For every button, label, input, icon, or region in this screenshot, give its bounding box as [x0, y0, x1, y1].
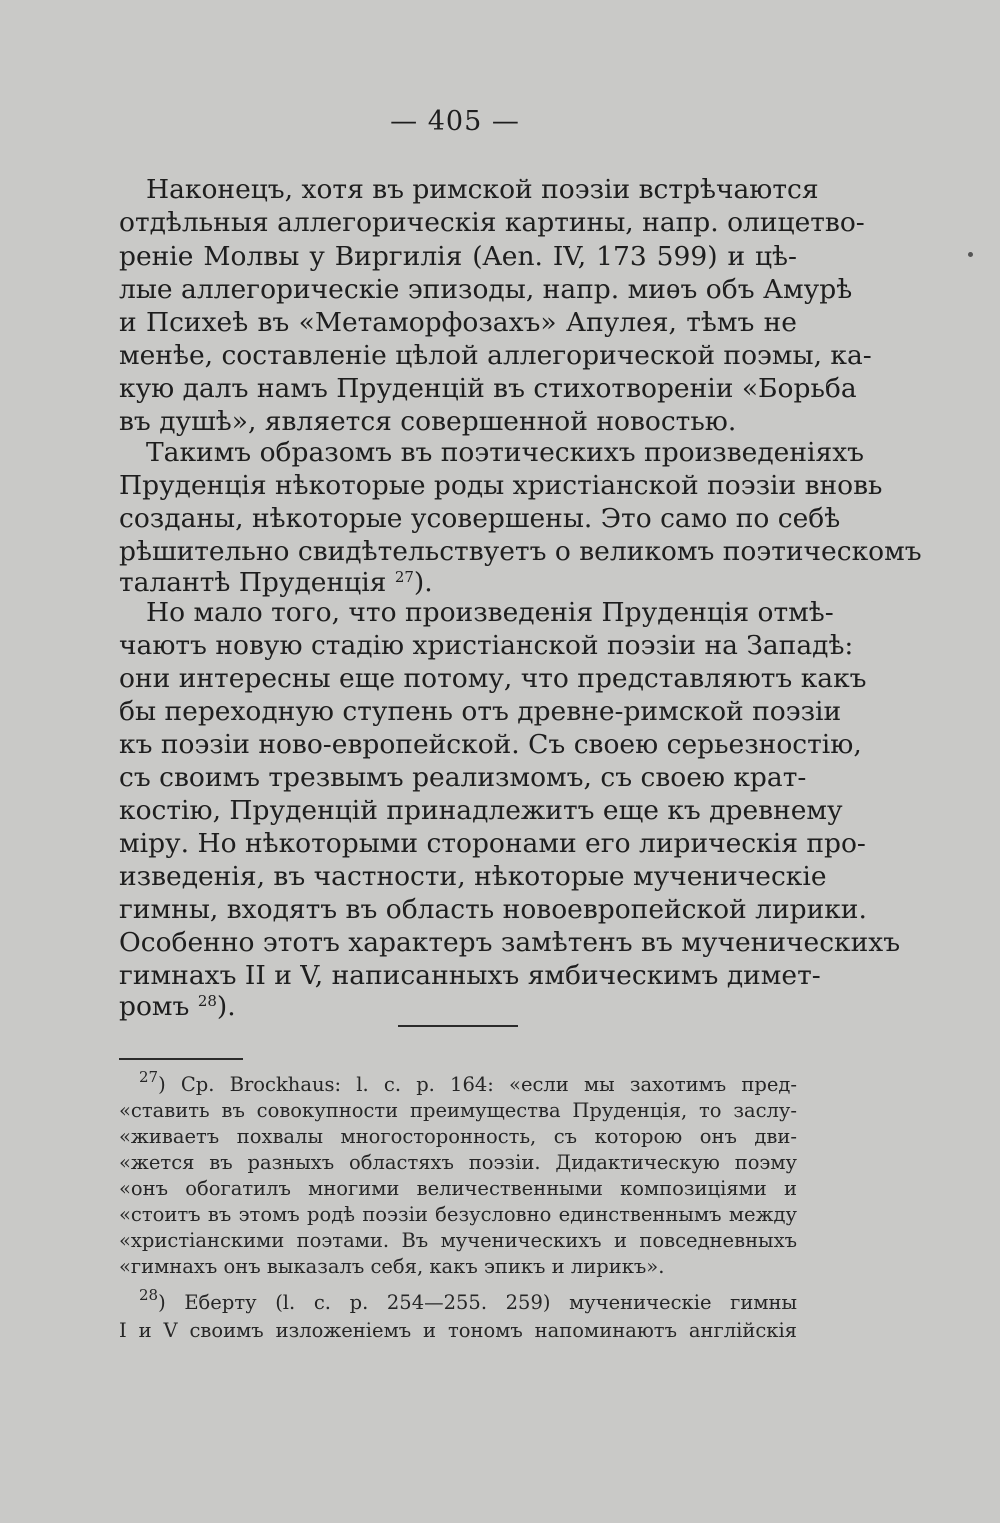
footnote-line	[119, 1286, 797, 1315]
footnote-text: ) Ср. Brockhaus: l. c. p. 164: «если мы захотимъ пред-	[158, 1073, 797, 1096]
body-line: реніе Молвы у Виргилія (Aen. IV, 173 599) и цѣ-	[119, 241, 797, 272]
footnote-line: «онъ обогатилъ многими величественными композиціями и	[119, 1177, 797, 1200]
body-line	[119, 567, 797, 599]
body-line: они интересны еще потому, что представляютъ какъ	[119, 663, 867, 694]
body-line: гимнахъ II и V, написанныхъ ямбическимъ димет-	[119, 960, 821, 991]
body-line-text: талантѣ Пруденція	[119, 567, 395, 598]
body-line: міру. Но нѣкоторыми сторонами его лирическія про-	[119, 828, 866, 859]
ink-speck	[968, 252, 973, 257]
body-line: Наконецъ, хотя въ римской поэзіи встрѣчаются	[146, 174, 819, 205]
body-line-text: ромъ	[119, 991, 198, 1022]
body-line: бы переходную ступень отъ древне-римской поэзіи	[119, 696, 842, 727]
footnote-ref-28: 28	[197, 992, 217, 1010]
body-line: Пруденція нѣкоторые роды христіанской поэзіи вновь	[119, 470, 883, 501]
ref-tail: ).	[413, 567, 433, 598]
ref-tail: ).	[216, 991, 236, 1022]
body-line: Особенно этотъ характеръ замѣтенъ въ мученическихъ	[119, 927, 901, 958]
footnote-line	[119, 1068, 797, 1097]
body-line: чаютъ новую стадію христіанской поэзіи на Западѣ:	[119, 630, 854, 661]
body-line: созданы, нѣкоторые усовершены. Это само по себѣ	[119, 503, 841, 534]
body-line: въ душѣ», является совершенной новостью.	[119, 406, 737, 437]
footnote-marker-28: 28	[139, 1286, 159, 1304]
footnote-line: «христіанскими поэтами. Въ мученическихъ и повседневныхъ	[119, 1229, 797, 1252]
footnote-line: «ставить въ совокупности преимущества Пруденція, то заслу-	[119, 1099, 797, 1122]
body-line: къ поэзіи ново-европейской. Съ своею серьезностію,	[119, 729, 862, 760]
body-line: изведенія, въ частности, нѣкоторые мученическіе	[119, 861, 827, 892]
footnote-line: «стоитъ въ этомъ родѣ поэзіи безусловно единственнымъ между	[119, 1203, 797, 1226]
footnote-marker-27: 27	[139, 1068, 159, 1086]
body-line: съ своимъ трезвымъ реализмомъ, съ своею крат-	[119, 762, 807, 793]
footnote-line: «жется въ разныхъ областяхъ поэзіи. Дидактическую поэму	[119, 1151, 797, 1174]
body-line: гимны, входятъ въ область новоевропейской лирики.	[119, 894, 867, 925]
body-line: отдѣльныя аллегорическія картины, напр. олицетво-	[119, 207, 865, 238]
footnote-line: I и V своимъ изложеніемъ и тономъ напоминаютъ англійскія	[119, 1319, 797, 1342]
footnote-line: «живаетъ похвалы многосторонность, съ которою онъ дви-	[119, 1125, 797, 1148]
body-line	[119, 991, 797, 1023]
page-number: — 405 —	[390, 106, 520, 137]
footnote-separator	[119, 1058, 243, 1060]
body-line: и Психеѣ въ «Метаморфозахъ» Апулея, тѣмъ не	[119, 307, 797, 338]
section-rule	[398, 1025, 518, 1027]
body-line: костію, Пруденцій принадлежитъ еще къ древнему	[119, 795, 843, 826]
footnote-text: ) Еберту (l. c. p. 254—255. 259) мученическіе гимны	[158, 1291, 797, 1314]
body-line: Такимъ образомъ въ поэтическихъ произведеніяхъ	[146, 437, 865, 468]
footnote-line: «гимнахъ онъ выказалъ себя, какъ эпикъ и лирикъ».	[119, 1255, 665, 1278]
body-line: рѣшительно свидѣтельствуетъ о великомъ поэтическомъ	[119, 536, 922, 567]
body-line: кую далъ намъ Пруденцій въ стихотвореніи «Борьба	[119, 373, 857, 404]
body-line: лые аллегорическіе эпизоды, напр. миѳъ объ Амурѣ	[119, 274, 853, 305]
body-line: Но мало того, что произведенія Пруденція отмѣ-	[146, 597, 834, 628]
footnote-ref-27: 27	[394, 568, 414, 586]
body-line: менѣе, составленіе цѣлой аллегорической поэмы, ка-	[119, 340, 872, 371]
